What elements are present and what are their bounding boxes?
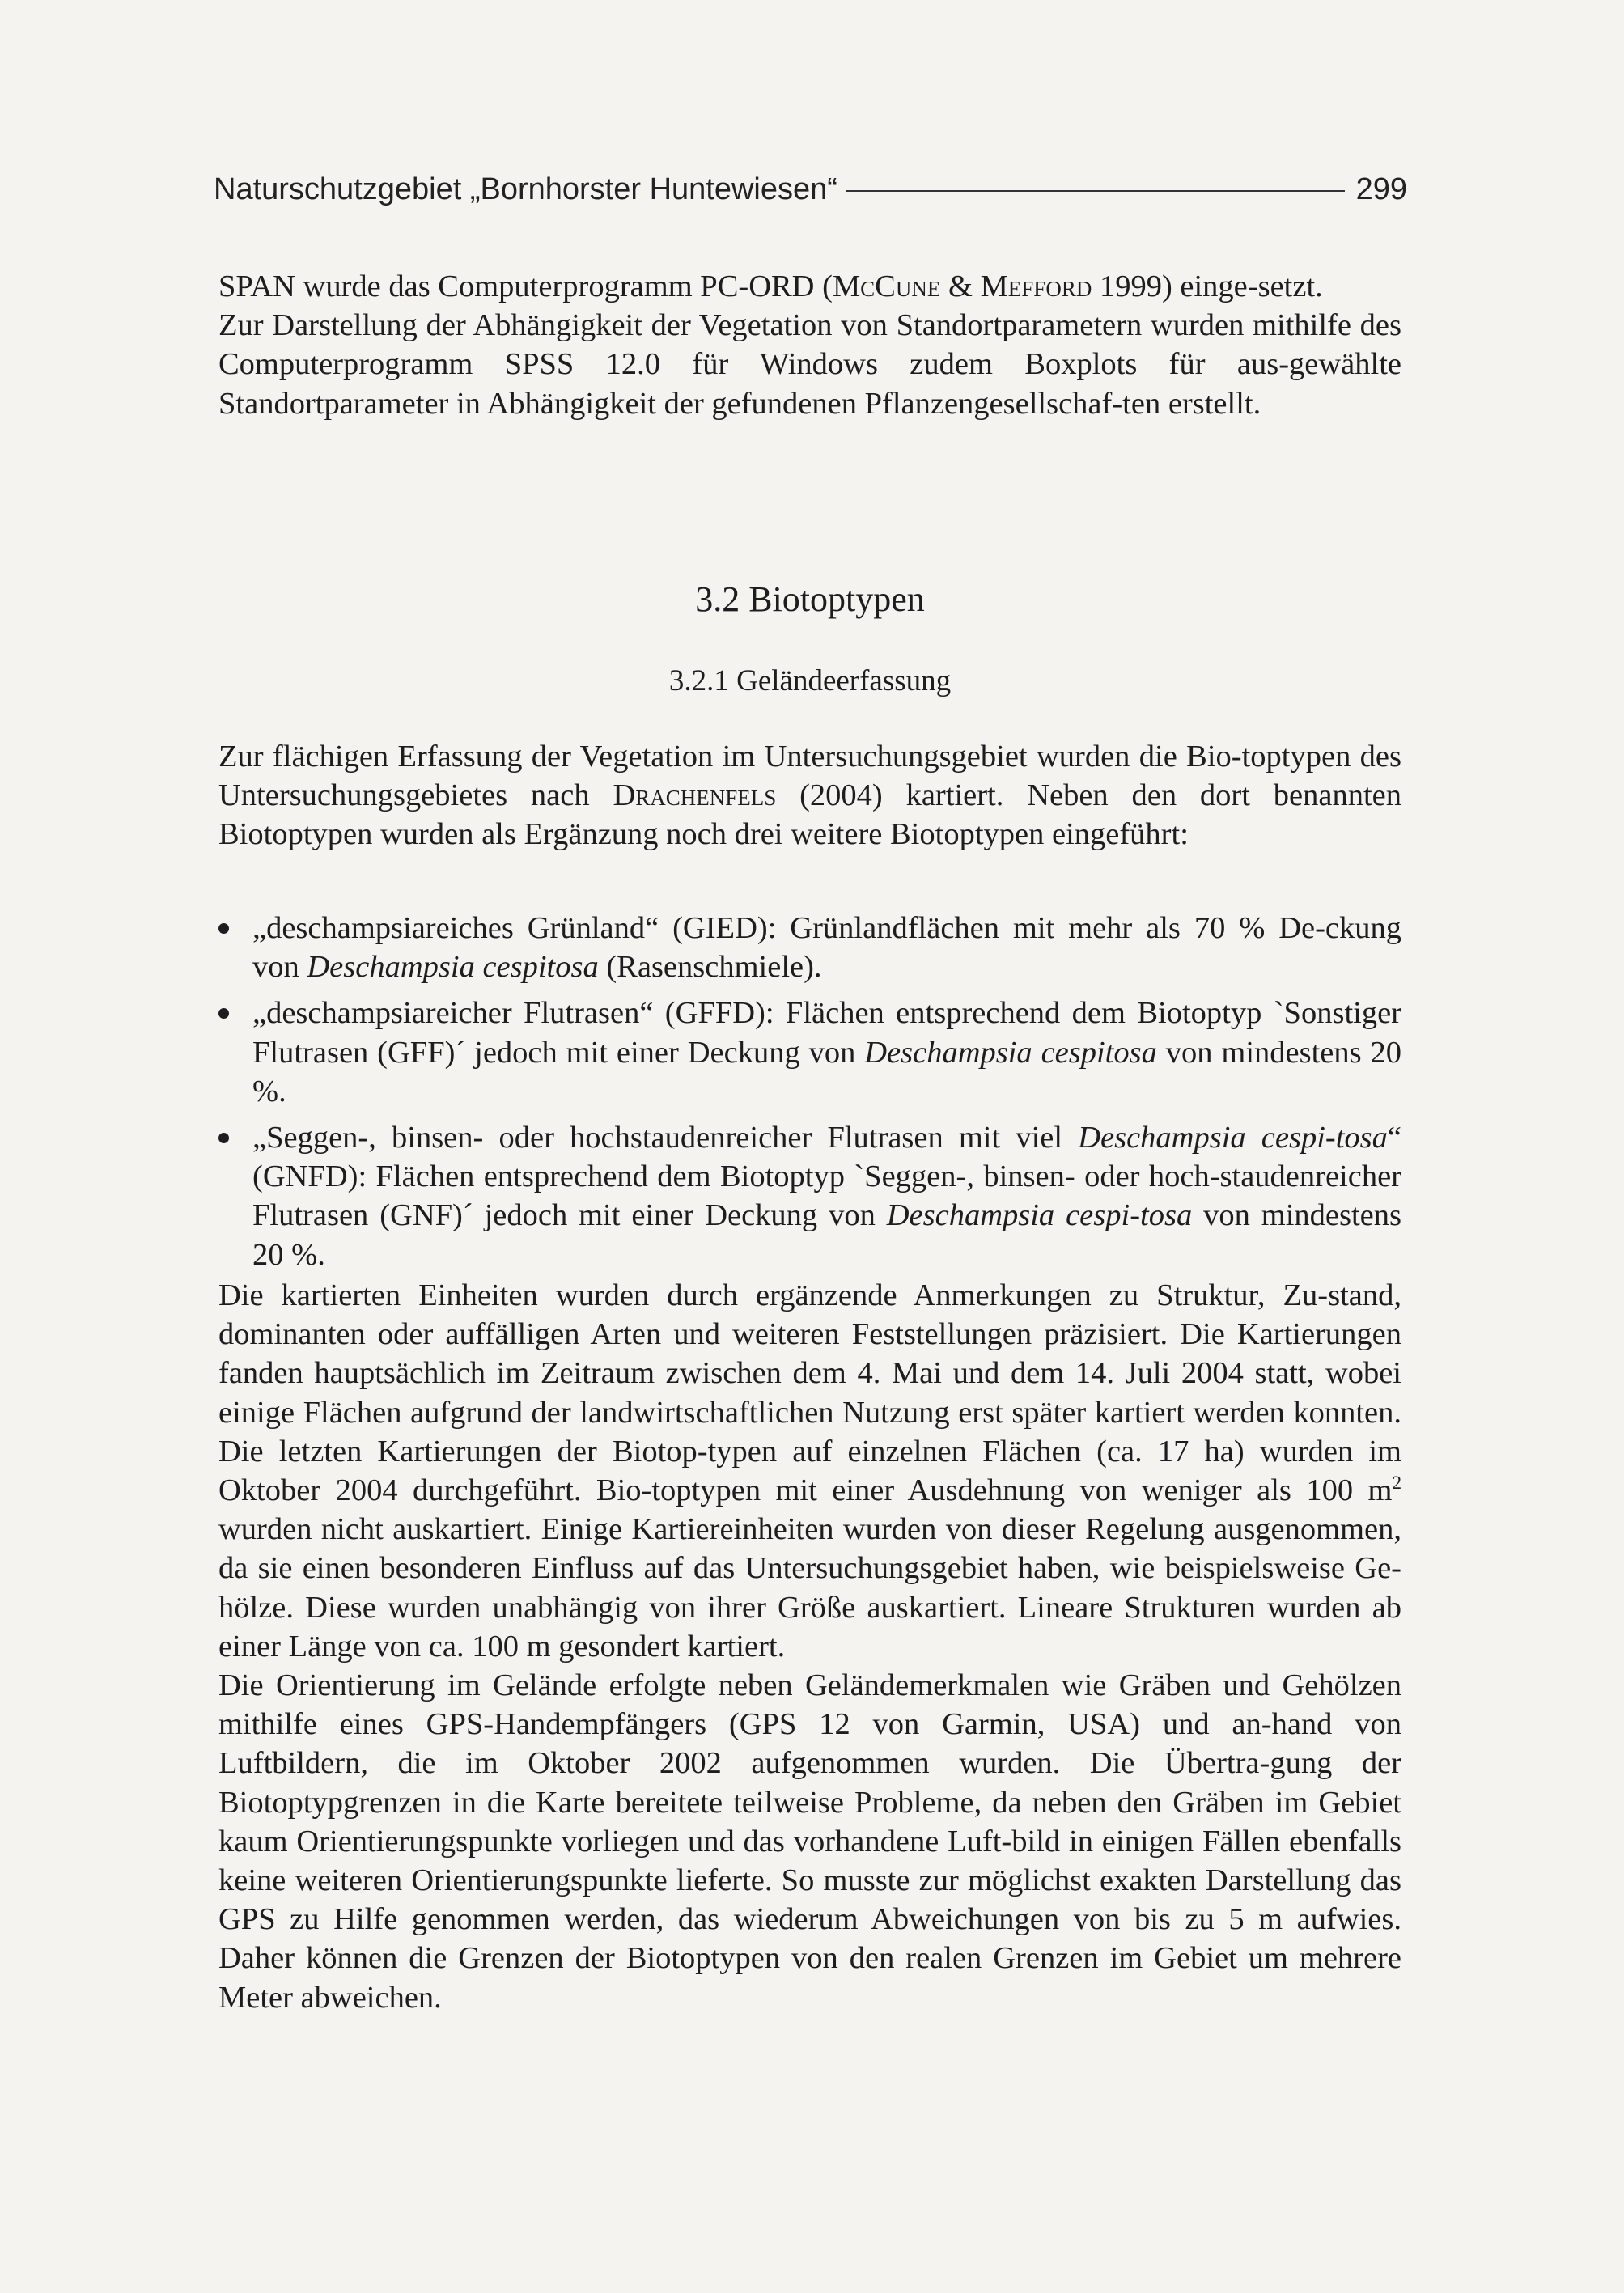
citation-author-mefford: Mefford: [980, 269, 1092, 303]
intro-paragraph-2: Zur Darstellung der Abhängigkeit der Vegetation von Standortparametern wurden mithilfe des Computerprogramm SPSS 12.0 für Windows zudem Boxplots für aus-gewählte Standortparameter in Abhängigkeit der gefundenen Pflanzengesellschaf-ten erstellt.: [218, 308, 1401, 421]
bullet-icon: [218, 1133, 229, 1143]
list-item-text: von mindestens 20 %.: [252, 1198, 1401, 1272]
citation-author-drachenfels: Drachenfels: [613, 778, 777, 813]
paragraph-b-text: [218, 1276, 1401, 1666]
list-item: [218, 994, 1401, 1111]
paragraph-a: [218, 737, 1401, 854]
species-name: Deschampsia cespitosa: [307, 950, 599, 985]
list-item-text: “ (GNFD): Flächen entsprechend dem Biotoptyp `Seggen-, binsen- oder hoch-staudenreicher Flutrasen (GNF)´ jedoch mit einer Deckung von: [252, 1121, 1401, 1233]
superscript: 2: [1392, 1472, 1401, 1494]
list-item-text: (Rasenschmiele).: [598, 950, 822, 985]
subsection-heading: 3.2.1 Geländeerfassung: [668, 664, 952, 697]
page-number: 299: [1355, 172, 1407, 206]
para-a-text-2: (2004) kartiert. Neben den dort benannten Biotoptypen wurden als Ergänzung noch drei weitere Biotoptypen eingeführt:: [218, 778, 1401, 852]
para-b-text-2: wurden nicht auskartiert. Einige Kartiereinheiten wurden von dieser Regelung ausgenommen, da sie einen besonderen Einfluss auf das Untersuchungsgebiet haben, wie beispielsweise Ge-hölze. Diese wurden unabhängig von ihrer Größe auskartiert. Lineare Strukturen wurden ab einer Länge von ca. 100 m gesondert kartiert.: [218, 1512, 1401, 1664]
list-item-text: „Seggen-, binsen- oder hochstaudenreicher Flutrasen mit viel: [252, 1121, 1079, 1155]
list-item-text: „deschampsiareiches Grünland“ (GIED): Grünlandflächen mit mehr als 70 % De-ckung von: [252, 911, 1401, 985]
running-head-title: Naturschutzgebiet „Bornhorster Huntewiesen“: [214, 172, 837, 206]
list-item-text: „deschampsiareicher Flutrasen“ (GFFD): Flächen entsprechend dem Biotoptyp `Sonstiger Flutrasen (GFF)´ jedoch mit einer Deckung von: [252, 996, 1401, 1070]
species-name: Deschampsia cespitosa: [864, 1035, 1157, 1070]
citation-author-mccune: McCune: [832, 269, 941, 303]
intro-p1-amp: &: [940, 269, 981, 303]
para-a-text-1: Zur flächigen Erfassung der Vegetation im Untersuchungsgebiet wurden die Bio-toptypen des Untersuchungsgebietes nach: [218, 740, 1401, 813]
intro-p1-text-a: SPAN wurde das Computerprogramm PC-ORD (: [218, 269, 833, 303]
running-head: [214, 167, 1407, 212]
intro-paragraph-1: [218, 267, 1401, 306]
paragraph-c-text: Die Orientierung im Gelände erfolgte neben Geländemerkmalen wie Gräben und Gehölzen mithilfe eines GPS-Handempfängers (GPS 12 von Garmin, USA) und an-hand von Luftbildern, die im Oktober 2002 aufgenommen wurden. Die Übertra-gung der Biotoptypgrenzen in die Karte bereitete teilweise Probleme, da neben den Gräben im Gebiet kaum Orientierungspunkte vorliegen und das vorhandene Luft-bild in einigen Fällen ebenfalls keine weiteren Orientierungspunkte lieferte. So musste zur möglichst exakten Darstellung das GPS zu Hilfe genommen werden, das wiederum Abweichungen von bis zu 5 m aufwies. Daher können die Grenzen der Biotoptypen von den realen Grenzen im Gebiet um mehrere Meter abweichen.: [218, 1668, 1401, 2015]
list-item-text: von mindestens 20 %.: [252, 1035, 1402, 1108]
bullet-icon: [218, 1008, 229, 1019]
species-name: Deschampsia cespi-tosa: [1078, 1121, 1388, 1155]
list-item: [218, 1118, 1401, 1274]
para-b-text-1: Die kartierten Einheiten wurden durch ergänzende Anmerkungen zu Struktur, Zu-stand, dominanten oder auffälligen Arten und weiteren Feststellungen präzisiert. Die Kartierungen fanden hauptsächlich im Zeitraum zwischen dem 4. Mai und dem 14. Juli 2004 statt, wobei einige Flächen aufgrund der landwirtschaftlichen Nutzung erst später kartiert werden konnten. Die letzten Kartierungen der Biotop-typen auf einzelnen Flächen (ca. 17 ha) wurden im Oktober 2004 durchgeführt. Bio-toptypen mit einer Ausdehnung von weniger als 100 m: [218, 1278, 1401, 1508]
intro-text: [218, 267, 1401, 423]
bullet-icon: [218, 923, 229, 934]
biotope-type-list: [218, 909, 1401, 1282]
section-heading: 3.2 Biotoptypen: [695, 579, 925, 619]
list-item: [218, 909, 1401, 986]
paragraph-a-text: [218, 737, 1401, 854]
species-name: Deschampsia cespi-tosa: [886, 1198, 1193, 1233]
running-head-rule: [846, 190, 1345, 192]
paragraph-b: [218, 1276, 1401, 2017]
intro-p1-text-b: 1999) einge-setzt.: [1092, 269, 1323, 303]
